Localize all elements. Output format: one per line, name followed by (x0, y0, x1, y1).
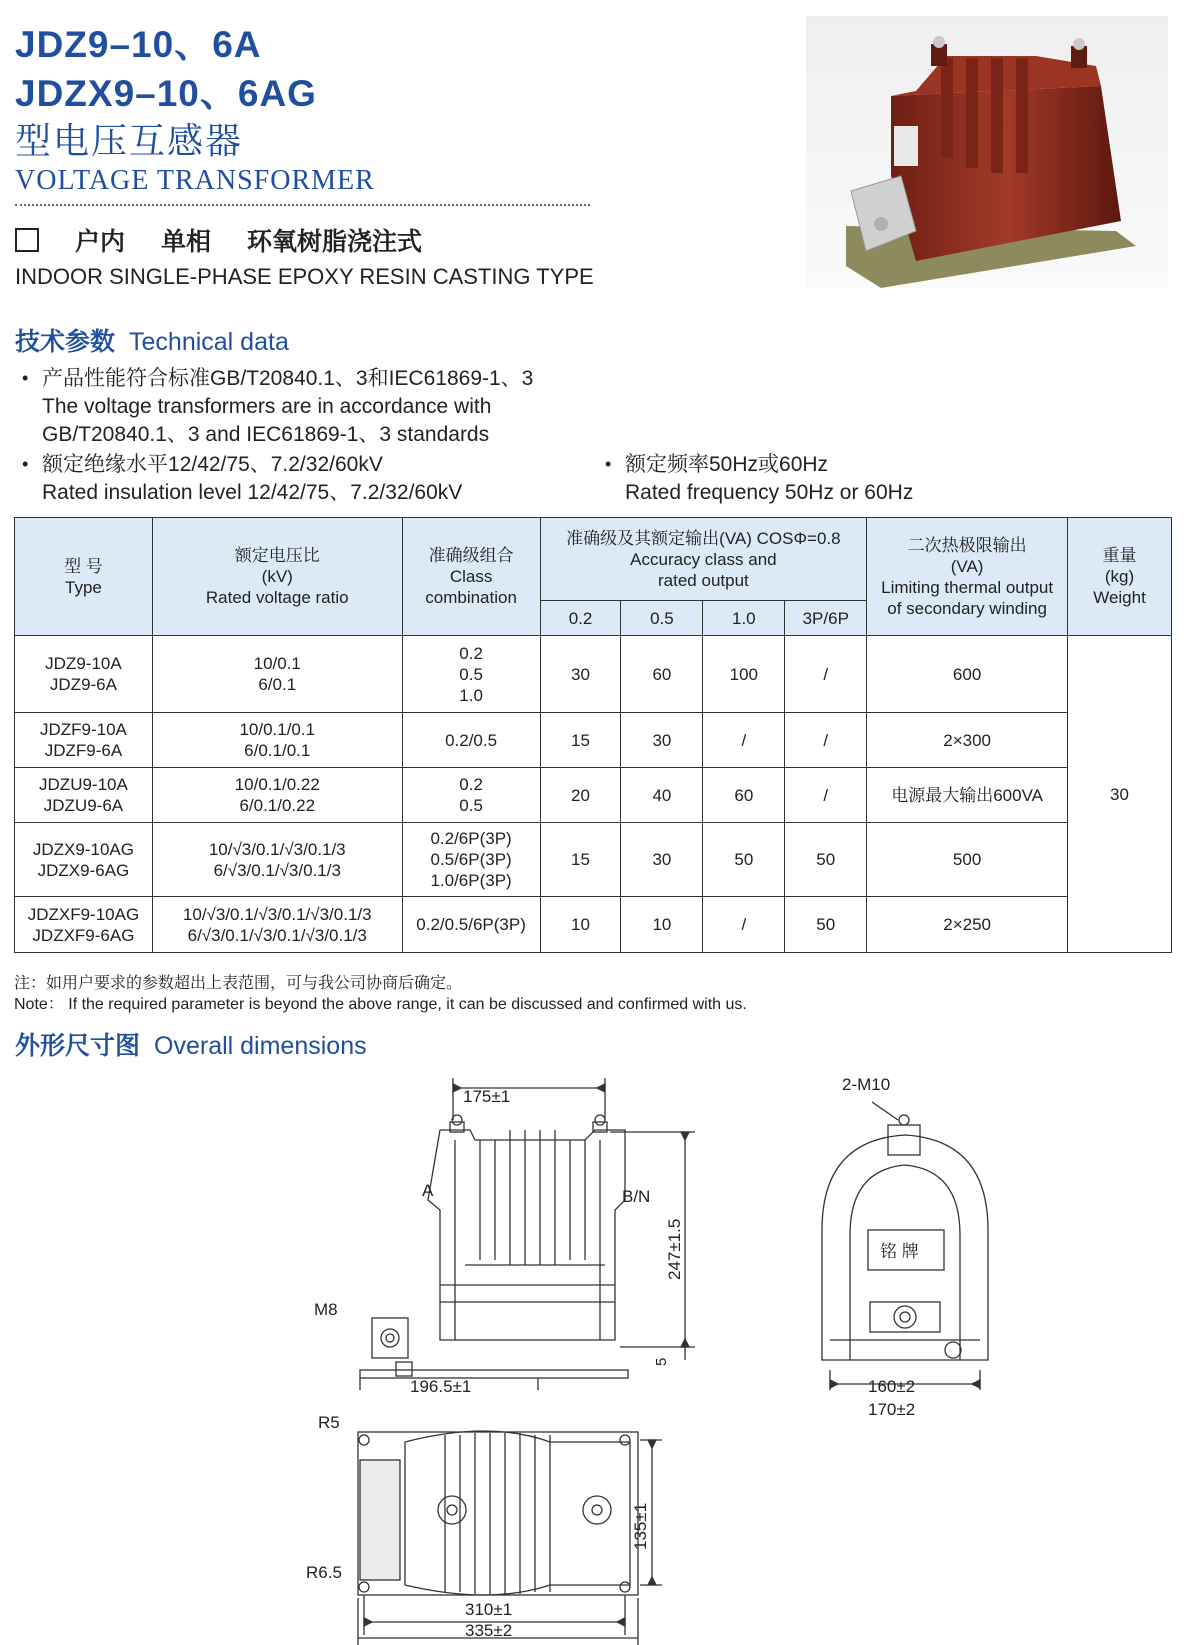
dim-2m10: 2-M10 (842, 1075, 891, 1094)
bullet-frequency-cn: 额定频率50Hz或60Hz (625, 453, 829, 476)
title-cn: 型电压互感器 (15, 121, 244, 162)
bullet-insulation-cn: 额定绝缘水平12/42/75、7.2/32/60kV (42, 453, 383, 476)
spec-table (14, 517, 1172, 953)
dim-196: 196.5±1 (410, 1377, 472, 1396)
dim-160: 160±2 (868, 1377, 916, 1396)
th-thermal: 二次热极限输出 (VA) Limiting thermal output of secondary winding (867, 518, 1068, 636)
bullet-frequency (605, 451, 914, 507)
plan-view-drawing (300, 1400, 720, 1645)
table-row: JDZX9-10AG JDZX9-6AG 10/√3/0.1/√3/0.1/3 6/√3/0.1/√3/0.1/3 0.2/6P(3P) 0.5/6P(3P) 1.0/6P(3P) 15 30 50 50 500 (15, 823, 1172, 897)
dim-335: 335±2 (465, 1621, 513, 1640)
note-cn: 注：如用户要求的参数超出上表范围，可与我公司协商后确定。 (14, 975, 463, 992)
dim-135: 135±1 (631, 1502, 650, 1550)
th-ratio: 额定电压比 (kV) Rated voltage ratio (152, 518, 402, 636)
bullet-dot: • (22, 368, 29, 388)
bullet-dot: • (22, 454, 29, 474)
th-type: 型 号 Type (15, 518, 153, 636)
table-row: JDZU9-10A JDZU9-6A 10/0.1/0.22 6/0.1/0.22 0.2 0.5 20 40 60 / 电源最大输出600VA (15, 768, 1172, 823)
bullet-frequency-en: Rated frequency 50Hz or 60Hz (625, 481, 914, 504)
model-title-1: JDZ9–10、6A (15, 24, 262, 65)
th-class: 准确级组合 Class combination (402, 518, 540, 636)
bullet-standards-cn: 产品性能符合标准GB/T20840.1、3和IEC61869-1、3 (42, 367, 534, 390)
dim-170: 170±2 (868, 1400, 916, 1419)
technical-heading-en: Technical data (129, 328, 289, 356)
th-weight: 重量 (kg) Weight (1068, 518, 1172, 636)
bullet-standards-en1: The voltage transformers are in accordance with (42, 395, 492, 418)
dim-5: 5 (653, 1357, 670, 1366)
dim-247: 247±1.5 (665, 1218, 684, 1280)
side-view-drawing (810, 1070, 1000, 1390)
product-photo (806, 16, 1168, 288)
table-row: JDZ9-10A JDZ9-6A 10/0.1 6/0.1 0.2 0.5 1.0 30 60 100 / 600 30 (15, 636, 1172, 713)
weight-value: 30 (1068, 636, 1172, 953)
bullet-standards-en2: GB/T20840.1、3 and IEC61869-1、3 standards (42, 423, 490, 446)
dotted-divider (15, 204, 590, 206)
dimensions-heading (15, 1026, 367, 1062)
type-line-en: INDOOR SINGLE-PHASE EPOXY RESIN CASTING TYPE (15, 264, 594, 289)
bullet-insulation-en: Rated insulation level 12/42/75、7.2/32/60kV (42, 481, 463, 504)
th-acc-05: 0.5 (621, 601, 703, 636)
dimensions-heading-cn: 外形尺寸图 (15, 1031, 141, 1060)
table-row: JDZF9-10A JDZF9-6A 10/0.1/0.1 6/0.1/0.1 0.2/0.5 15 30 / / 2×300 (15, 713, 1172, 768)
label-a: A (422, 1181, 434, 1200)
th-acc-10: 1.0 (703, 601, 785, 636)
th-accuracy: 准确级及其额定输出(VA) COSΦ=0.8 Accuracy class and rated output (540, 518, 867, 601)
th-acc-3p6p: 3P/6P (785, 601, 867, 636)
technical-heading-cn: 技术参数 (15, 327, 116, 356)
bullet-standards (22, 365, 534, 449)
label-r65: R6.5 (306, 1563, 342, 1582)
checkbox-icon (15, 228, 39, 252)
type-line-cn (15, 222, 422, 258)
label-r5: R5 (318, 1413, 340, 1432)
th-acc-02: 0.2 (540, 601, 621, 636)
dimensions-heading-en: Overall dimensions (154, 1032, 367, 1060)
type-single-phase: 单相 (161, 227, 212, 256)
dim-175: 175±1 (463, 1087, 511, 1106)
dim-310: 310±1 (465, 1600, 513, 1619)
front-view-drawing (300, 1070, 720, 1390)
type-indoor: 户内 (75, 227, 126, 256)
bullet-insulation (22, 451, 463, 507)
model-title-2: JDZX9–10、6AG (15, 73, 317, 114)
table-row: JDZXF9-10AG JDZXF9-6AG 10/√3/0.1/√3/0.1/√3/0.1/3 6/√3/0.1/√3/0.1/√3/0.1/3 0.2/0.5/6P(3P) 10 10 / 50 2×250 (15, 897, 1172, 953)
title-en: VOLTAGE TRANSFORMER (15, 165, 375, 196)
technical-heading (15, 322, 289, 358)
label-bn: B/N (622, 1187, 651, 1206)
bullet-dot: • (605, 454, 612, 474)
note-en: Note： If the required parameter is beyond the above range, it can be discussed and confirmed with us. (14, 996, 747, 1013)
type-epoxy: 环氧树脂浇注式 (247, 227, 423, 256)
label-nameplate: 铭 牌 (880, 1242, 919, 1261)
label-m8: M8 (314, 1300, 338, 1319)
transformer-photo (806, 16, 1168, 288)
